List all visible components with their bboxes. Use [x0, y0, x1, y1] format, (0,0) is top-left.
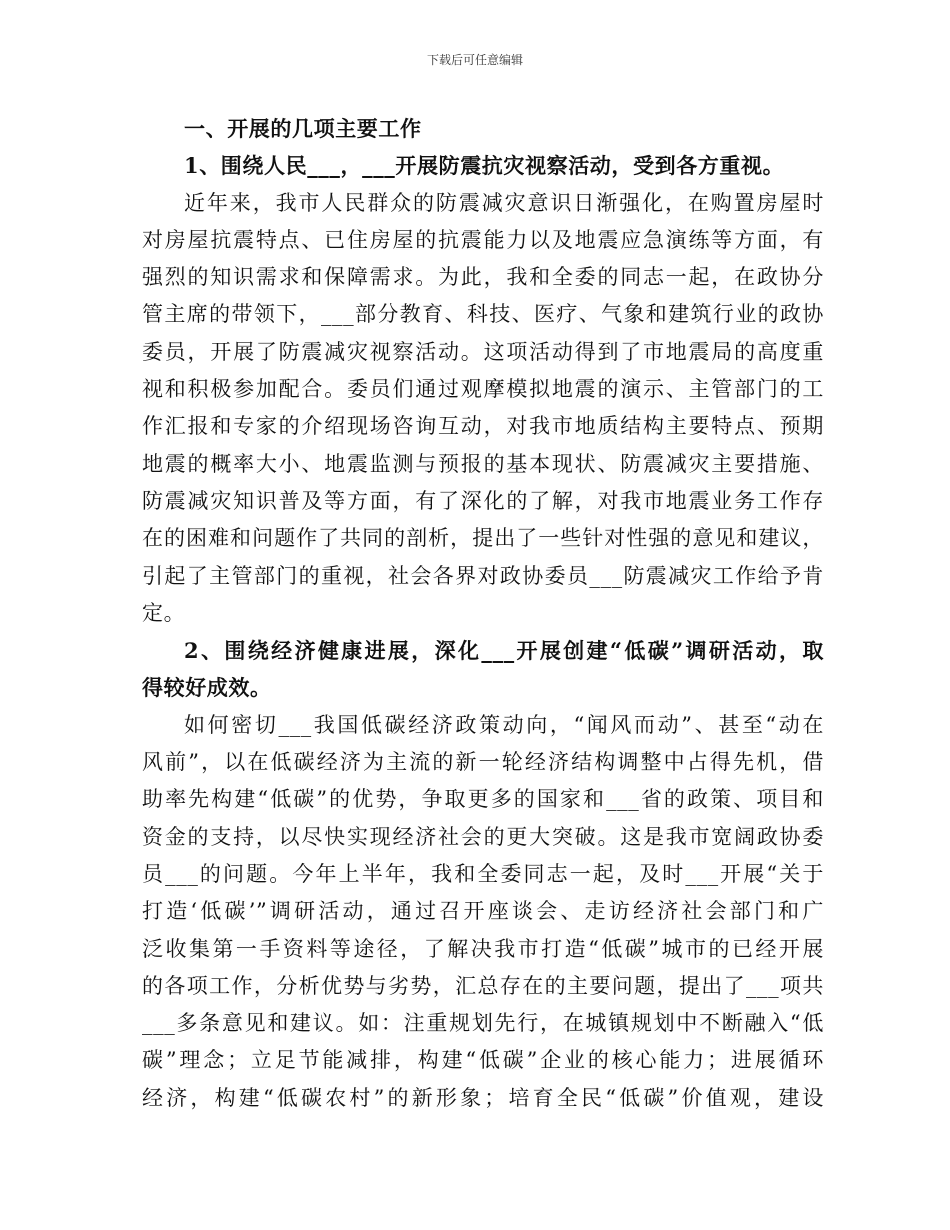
text-line: 作汇报和专家的介绍现场咨询互动，对我市地质结构主要特点、预期 [142, 414, 824, 439]
text-line: 碳”理念；立足节能减排，构建“低碳”企业的核心能力；进展循环 [142, 1048, 824, 1073]
text-line: 在的困难和问题作了共同的剖析，提出了一些针对性强的意见和建议， [142, 526, 824, 551]
text-line: ___多条意见和建议。如：注重规划先行，在城镇规划中不断融入“低 [142, 1011, 824, 1036]
text-line: 泛收集第一手资料等途径，了解决我市打造“低碳”城市的已经开展 [142, 936, 824, 961]
text-line: 强烈的知识需求和保障需求。为此，我和全委的同志一起，在政协分 [142, 265, 824, 290]
text-line: 得较好成效。 [142, 675, 272, 701]
text-line: 风前”，以在低碳经济为主流的新一轮经济结构调整中占得先机，借 [142, 750, 824, 775]
page-header: 下载后可任意编辑 [426, 53, 523, 67]
text-line: 对房屋抗震特点、已住房屋的抗震能力以及地震应急演练等方面，有 [142, 227, 824, 252]
text-line: 经济，构建“低碳农村”的新形象；培育全民“低碳”价值观，建设 [142, 1085, 824, 1110]
text-line: 2、围绕经济健康进展，深化___开展创建“低碳”调研活动，取 [184, 638, 824, 664]
text-line: 定。 [142, 600, 186, 625]
document-body [142, 110, 824, 1117]
text-line: 防震减灾知识普及等方面，有了深化的了解，对我市地震业务工作存 [142, 488, 824, 513]
text-line: 如何密切___我国低碳经济政策动向，“闻风而动”、甚至“动在 [184, 712, 824, 737]
text-line: 近年来，我市人民群众的防震减灾意识日渐强化，在购置房屋时 [184, 190, 824, 215]
text-line: 委员，开展了防震减灾视察活动。这项活动得到了市地震局的高度重 [142, 339, 824, 364]
text-line: 一、开展的几项主要工作 [184, 116, 422, 141]
text-line: 打造‘低碳’”调研活动，通过召开座谈会、走访经济社会部门和广 [142, 899, 824, 924]
text-line: 视和积极参加配合。委员们通过观摩模拟地震的演示、主管部门的工 [142, 377, 824, 402]
text-line: 助率先构建“低碳”的优势，争取更多的国家和___省的政策、项目和 [142, 787, 824, 812]
text-line: 资金的支持，以尽快实现经济社会的更大突破。这是我市宽阔政协委 [142, 824, 824, 849]
text-line: 引起了主管部门的重视，社会各界对政协委员___防震减灾工作给予肯 [142, 563, 824, 588]
text-line: 1、围绕人民___，___开展防震抗灾视察活动，受到各方重视。 [184, 153, 785, 179]
text-line: 员___的问题。今年上半年，我和全委同志一起，及时___开展“关于 [142, 861, 824, 886]
text-line: 的各项工作，分析优势与劣势，汇总存在的主要问题，提出了___项共 [142, 973, 824, 998]
text-line: 管主席的带领下，___部分教育、科技、医疗、气象和建筑行业的政协 [142, 302, 824, 327]
text-line: 地震的概率大小、地震监测与预报的基本现状、防震减灾主要措施、 [142, 451, 824, 476]
